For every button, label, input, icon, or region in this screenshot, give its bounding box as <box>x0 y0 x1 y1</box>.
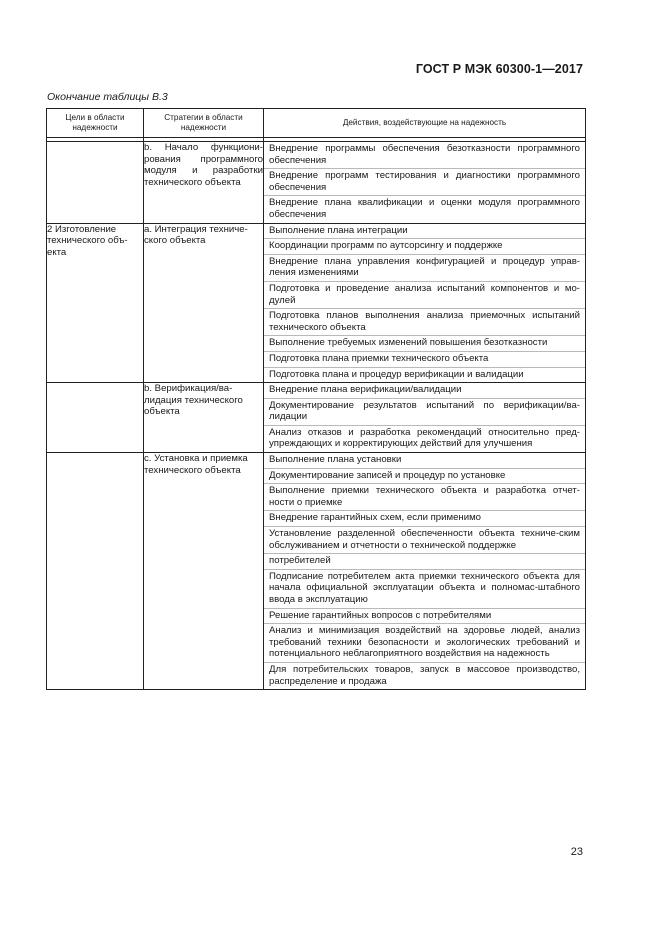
action-item: Подготовка плана и процедур верификации и валидации <box>269 368 524 380</box>
table-header-row <box>47 109 586 138</box>
action-item: Подготовка плана приемки технического объекта <box>264 352 585 368</box>
action-item: Координации программ по аутсорсингу и поддержке <box>264 239 585 255</box>
action-item: Для потребительских товаров, запуск в массовое производство, распределение и продажа <box>269 663 580 687</box>
action-item: Анализ отказов и разработка рекомендаций относительно пред-упреждающих и корректирующих действий для улучшения <box>269 426 580 450</box>
strategy-cell: b. Верификация/ва-лидация технического объекта <box>144 383 264 453</box>
action-item: Подготовка и проведение анализа испытаний компонентов и мо-дулей <box>264 282 585 309</box>
actions-cell <box>264 453 586 690</box>
action-item: Выполнение плана установки <box>264 453 585 469</box>
strategy-cell: а. Интеграция техниче-ского объекта <box>144 223 264 383</box>
action-item: Внедрение программ тестирования и диагностики программного обеспечения <box>264 169 585 196</box>
reliability-actions-table <box>46 108 586 690</box>
goal-cell <box>47 453 144 690</box>
action-item: Решение гарантийных вопросов с потребителями <box>264 609 585 625</box>
column-header-actions: Действия, воздействующие на надежность <box>264 109 586 138</box>
action-item: Внедрение плана квалификации и оценки модуля программного обеспечения <box>269 197 580 220</box>
action-item: Внедрение плана управления конфигурацией и процедур управ-ления изменениями <box>264 255 585 282</box>
goal-cell <box>47 383 144 453</box>
column-header-goals: Цели в области надежности <box>47 109 144 138</box>
action-item: потребителей <box>264 554 585 570</box>
action-item: Внедрение гарантийных схем, если применимо <box>264 511 585 527</box>
strategy-cell: b. Начало функциони-рования программного модуля и разработки технического объекта <box>144 142 264 224</box>
table-caption: Окончание таблицы В.3 <box>47 91 168 103</box>
action-item: Внедрение плана верификации/валидации <box>264 383 585 399</box>
table-row <box>47 142 586 224</box>
goal-cell <box>47 142 144 224</box>
page-number: 23 <box>570 846 583 858</box>
action-item: Документирование записей и процедур по установке <box>264 469 585 485</box>
goal-cell: 2 Изготовление технического объ-екта <box>47 223 144 383</box>
table-row <box>47 383 586 453</box>
action-item: Подписание потребителем акта приемки технического объекта для начала официальной эксплуатации объекта и полномас-штабного ввода в эксплуатацию <box>264 570 585 609</box>
action-item: Установление разделенной обеспеченности объекта техниче-ским обслуживанием и отчетности о технической поддержке <box>264 527 585 554</box>
action-item: Выполнение плана интеграции <box>264 224 585 240</box>
actions-cell <box>264 142 586 224</box>
column-header-strategies: Стратегии в области надежности <box>144 109 264 138</box>
action-item: Внедрение программы обеспечения безотказности программного обеспечения <box>264 142 585 169</box>
action-item: Документирование результатов испытаний по верификации/ва-лидации <box>264 399 585 426</box>
strategy-cell: с. Установка и приемка технического объекта <box>144 453 264 690</box>
table-row <box>47 453 586 690</box>
document-standard-header: ГОСТ Р МЭК 60300-1—2017 <box>415 62 583 76</box>
action-item: Выполнение требуемых изменений повышения безотказности <box>264 336 585 352</box>
action-item: Анализ и минимизация воздействий на здоровье людей, анализ требований техники безопасности и экологических требований и потенциального неблагоприятного воздействия на надежность <box>264 624 585 663</box>
table-row <box>47 223 586 383</box>
action-item: Выполнение приемки технического объекта и разработка отчет-ности о приемке <box>264 484 585 511</box>
action-item: Подготовка планов выполнения анализа приемочных испытаний технического объекта <box>264 309 585 336</box>
actions-cell <box>264 223 586 383</box>
actions-cell <box>264 383 586 453</box>
